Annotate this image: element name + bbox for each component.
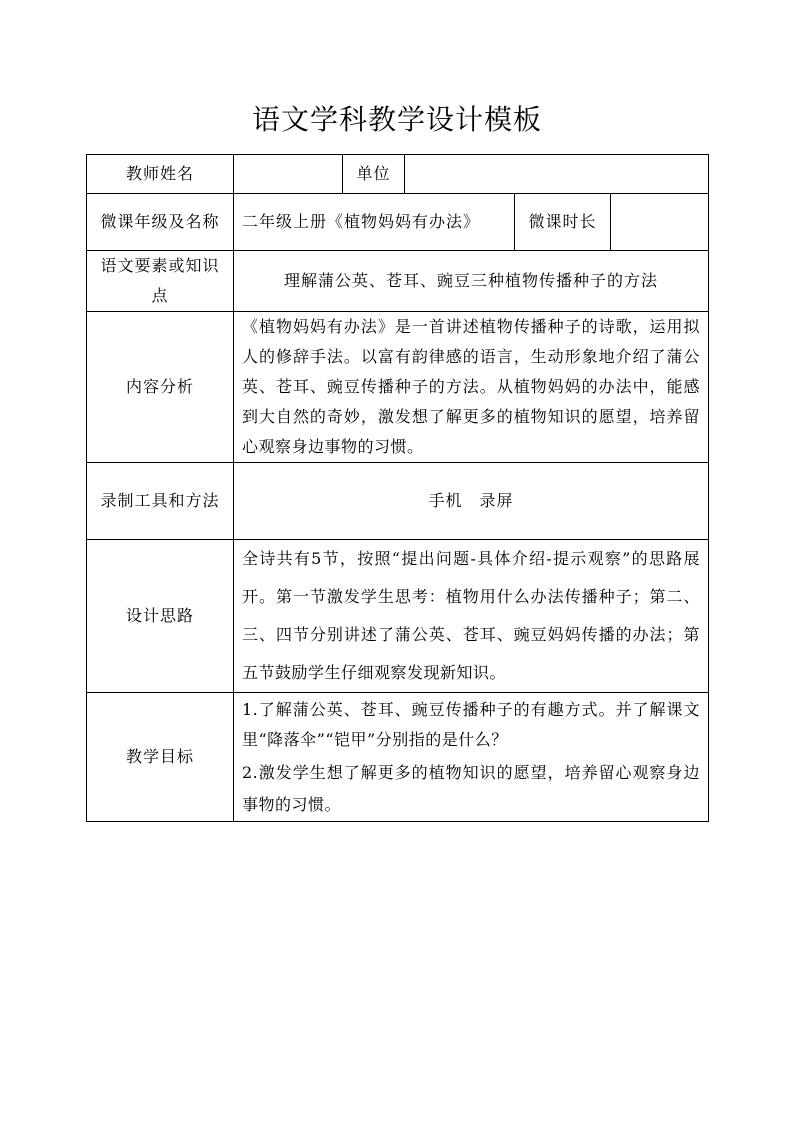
page-title: 语文学科教学设计模板 xyxy=(251,103,542,136)
teacher-name-field[interactable] xyxy=(234,155,343,194)
design-value: 全诗共有5节，按照“提出问题-具体介绍-提示观察”的思路展开。第一节激发学生思考：植物用什么办法传播种子；第二、三、四节分别讲述了蒲公英、苍耳、豌豆妈妈传播的办法；第五节鼓励学生仔细观察发现新知识。 xyxy=(234,540,709,693)
goals-value xyxy=(234,693,709,822)
element-label: 语文要素或知识点 xyxy=(87,251,234,312)
grade-label: 微课年级及名称 xyxy=(87,194,234,251)
content-row xyxy=(87,312,709,463)
element-value: 理解蒲公英、苍耳、豌豆三种植物传播种子的方法 xyxy=(234,251,709,312)
tools-row xyxy=(87,463,709,540)
teacher-name-label: 教师姓名 xyxy=(87,155,234,194)
element-row xyxy=(87,251,709,312)
duration-field[interactable] xyxy=(611,194,709,251)
tools-label: 录制工具和方法 xyxy=(87,463,234,540)
goals-row xyxy=(87,693,709,822)
content-value: 《植物妈妈有办法》是一首讲述植物传播种子的诗歌，运用拟人的修辞手法。以富有韵律感的语言，生动形象地介绍了蒲公英、苍耳、豌豆传播种子的方法。从植物妈妈的办法中，能感到大自然的奇妙，激发想了解更多的植物知识的愿望，培养留心观察身边事物的习惯。 xyxy=(234,312,709,463)
unit-field[interactable] xyxy=(405,155,709,194)
teacher-row xyxy=(87,155,709,194)
tools-value: 手机 录屏 xyxy=(234,463,709,540)
grade-row xyxy=(87,194,709,251)
goal-1: 1.了解蒲公英、苍耳、豌豆传播种子的有趣方式。并了解课文里“降落伞”“铠甲”分别指的是什么？ xyxy=(242,700,701,749)
design-row xyxy=(87,540,709,693)
duration-label: 微课时长 xyxy=(515,194,611,251)
goal-2: 2.激发学生想了解更多的植物知识的愿望，培养留心观察身边事物的习惯。 xyxy=(242,763,701,814)
unit-label: 单位 xyxy=(343,155,405,194)
content-label: 内容分析 xyxy=(87,312,234,463)
lesson-design-table xyxy=(86,154,709,822)
design-label: 设计思路 xyxy=(87,540,234,693)
goals-label: 教学目标 xyxy=(87,693,234,822)
grade-value: 二年级上册《植物妈妈有办法》 xyxy=(234,194,515,251)
